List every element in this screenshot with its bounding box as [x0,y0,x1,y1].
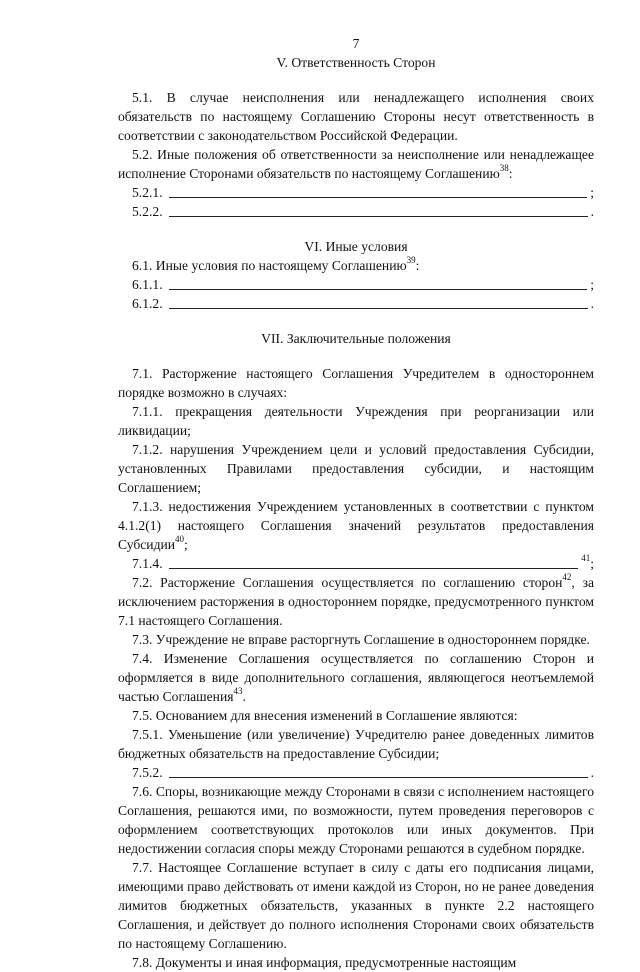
clause-7-1-1: 7.1.1. прекращения деятельности Учреждения при реорганизации или ликвидации; [118,404,594,438]
section-5-title: V. Ответственность Сторон [276,55,436,70]
clause-7-5-1: 7.5.1. Уменьшение (или увеличение) Учредителю ранее доведенных лимитов бюджетных обязательств на предоставление Субсидии; [118,727,594,761]
blank-line [169,276,588,290]
footnote-ref-40: 40 [175,534,185,545]
blank-line [169,764,588,778]
footnote-ref-43: 43 [233,686,243,697]
clause-5-2: 5.2. Иные положения об ответственности за неисполнение или ненадлежащее исполнение Сторонами обязательств по настоящему Соглашению$^{38}$: [118,147,594,181]
blank-line [169,555,579,569]
clause-5-2-1: 5.2.1. ; [132,185,594,200]
clause-7-5: 7.5. Основанием для внесения изменений в Соглашение являются: [132,708,518,723]
clause-6-1: 6.1. Иные условия по настоящему Соглашению$^{39}$: [132,255,420,273]
clause-7-2: 7.2. Расторжение Соглашения осуществляется по соглашению сторон$^{42}$, за исключением расторжения в одностороннем порядке, предусмотренного пунктом 7.1 настоящего Соглашения. [118,572,594,628]
clause-7-1-3: 7.1.3. недостижения Учреждением установленных в соответствии с пунктом 4.1.2(1) настоящего Соглашения значений результатов предоставления Субсидии$^{40}$; [118,499,594,552]
clause-7-7: 7.7. Настоящее Соглашение вступает в силу с даты его подписания лицами, имеющими право действовать от имени каждой из Сторон, но не ранее доведения лимитов бюджетных обязательств, указанных в пункте 2.2 настоящего Соглашения, и действует до полного исполнения Сторонами своих обязательств по настоящему Соглашению. [118,860,594,951]
section-7-title: VII. Заключительные положения [261,331,451,346]
clause-7-8: 7.8. Документы и иная информация, предусмотренные настоящим [132,955,517,970]
text-column [118,34,594,972]
page-number: 7 [352,36,360,51]
clause-7-1-4: 7.1.4. $^{41}$; [132,553,594,571]
clause-5-2-2: 5.2.2. . [132,204,594,219]
footnote-ref-38: 38 [499,163,509,174]
clause-7-3: 7.3. Учреждение не вправе расторгнуть Соглашение в одностороннем порядке. [132,632,590,647]
blank-line [169,184,588,198]
clause-5-1: 5.1. В случае неисполнения или ненадлежащего исполнения своих обязательств по настоящему Соглашению Стороны несут ответственность в соответствии с законодательством Российской Федерации. [118,90,594,143]
clause-7-4: 7.4. Изменение Соглашения осуществляется по соглашению Сторон и оформляется в виде дополнительного соглашения, являющегося неотъемлемой частью Соглашения$^{43}$. [118,651,594,704]
clause-6-1-1: 6.1.1. ; [132,277,594,292]
blank-line [169,295,588,309]
clause-7-6: 7.6. Споры, возникающие между Сторонами в связи с исполнением настоящего Соглашения, решаются ими, по возможности, путем проведения переговоров с оформлением соответствующих протоколов или иных документов. При недостижении согласия споры между Сторонами решаются в судебном порядке. [118,784,594,856]
footnote-ref-41: 41 [581,553,591,564]
clause-7-5-2: 7.5.2. . [132,765,594,780]
footnote-ref-39: 39 [406,255,416,266]
clause-7-1: 7.1. Расторжение настоящего Соглашения Учредителем в одностороннем порядке возможно в случаях: [118,366,594,400]
clause-6-1-2: 6.1.2. . [132,296,594,311]
footnote-ref-42: 42 [562,572,572,583]
blank-line [169,203,588,217]
clause-7-1-2: 7.1.2. нарушения Учреждением цели и условий предоставления Субсидии, установленных Правилами предоставления субсидии, и настоящим Соглашением; [118,442,594,495]
section-6-title: VI. Иные условия [304,239,408,254]
